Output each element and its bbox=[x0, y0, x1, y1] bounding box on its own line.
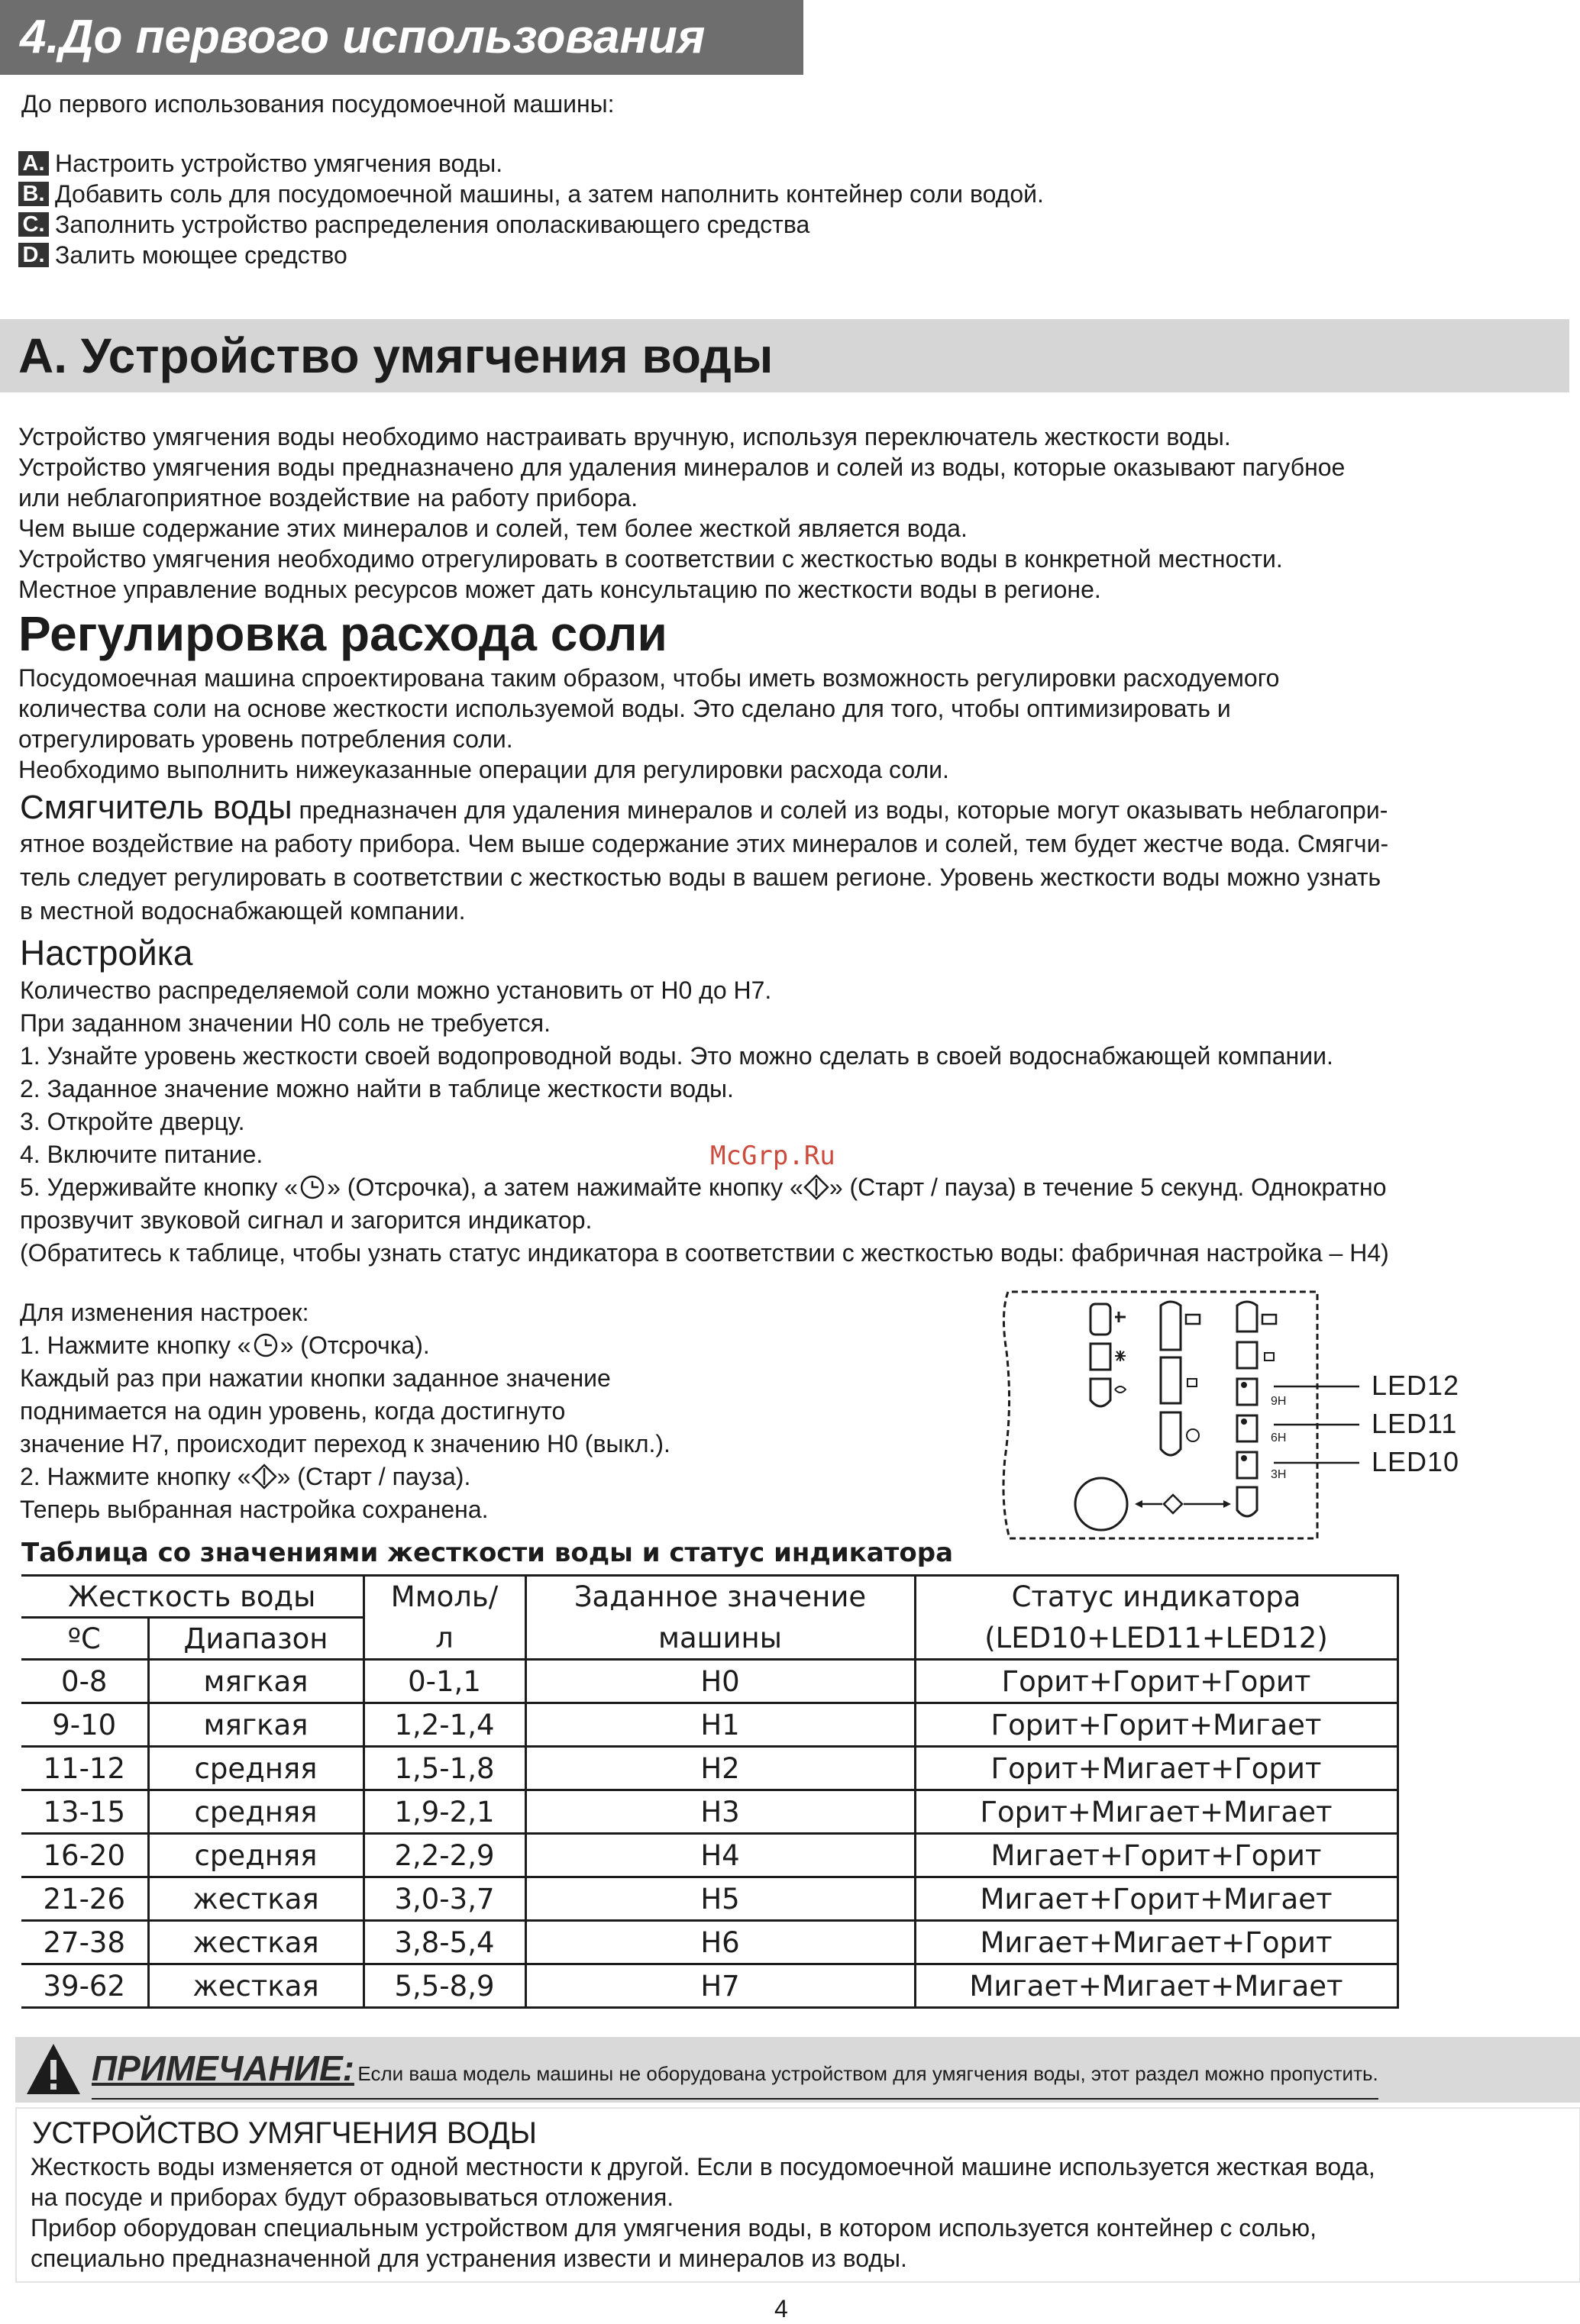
text-line: поднимается на один уровень, когда достигнуто bbox=[20, 1397, 566, 1425]
header-setting: Заданное значение bbox=[525, 1576, 915, 1618]
intro-step bbox=[18, 148, 1044, 179]
cell-mmol: 3,8-5,4 bbox=[363, 1921, 525, 1964]
text-line: Устройство умягчения воды предназначено для удаления минералов и солей из воды, которые оказывают пагубное bbox=[18, 454, 1346, 481]
intro-lead: До первого использования посудомоечной машины: bbox=[21, 90, 615, 118]
table-row bbox=[21, 1921, 1397, 1964]
cell-range: мягкая bbox=[148, 1703, 363, 1747]
text-line: прозвучит звуковой сигнал и загорится индикатор. bbox=[20, 1206, 593, 1234]
led12-label: LED12 bbox=[1372, 1370, 1460, 1401]
text-line: предназначен для удаления минералов и солей из воды, которые могут оказывать неблагопри- bbox=[292, 796, 1388, 824]
bottom-title: УСТРОЙСТВО УМЯГЧЕНИЯ ВОДЫ bbox=[32, 2116, 537, 2150]
cell-deg: 27-38 bbox=[21, 1921, 148, 1964]
cell-deg: 13-15 bbox=[21, 1790, 148, 1834]
text-line: Необходимо выполнить нижеуказанные операции для регулировки расхода соли. bbox=[18, 756, 949, 783]
step-letter: B. bbox=[18, 182, 49, 206]
warning-icon bbox=[24, 2042, 82, 2096]
change-step1 bbox=[20, 1329, 670, 1362]
cell-status: Мигает+Горит+Горит bbox=[915, 1834, 1397, 1877]
step-text: Заполнить устройство распределения ополаскивающего средства bbox=[55, 211, 810, 238]
table-row bbox=[21, 1747, 1397, 1790]
table-row bbox=[21, 1703, 1397, 1747]
cell-mmol: 3,0-3,7 bbox=[363, 1877, 525, 1921]
cell-mmol: 1,9-2,1 bbox=[363, 1790, 525, 1834]
cell-range: средняя bbox=[148, 1747, 363, 1790]
intro-step bbox=[18, 179, 1044, 209]
text-line: 3. Откройте дверцу. bbox=[20, 1108, 245, 1135]
salt-text bbox=[18, 663, 1279, 785]
header-mmol: Ммоль/ bbox=[363, 1576, 525, 1618]
table-header-row bbox=[21, 1576, 1397, 1618]
bottom-box bbox=[15, 2107, 1580, 2283]
bottom-text bbox=[31, 2151, 1375, 2274]
cell-status: Мигает+Горит+Мигает bbox=[915, 1877, 1397, 1921]
cell-setting: H1 bbox=[525, 1703, 915, 1747]
cell-setting: H0 bbox=[525, 1660, 915, 1703]
text-line: 4. Включите питание. bbox=[20, 1141, 263, 1168]
header-mmol-unit: л bbox=[363, 1618, 525, 1660]
setup-title: Настройка bbox=[20, 933, 193, 973]
cell-deg: 21-26 bbox=[21, 1877, 148, 1921]
led11-label: LED11 bbox=[1372, 1408, 1458, 1439]
salt-title: Регулировка расхода соли bbox=[18, 606, 667, 661]
note-content bbox=[92, 2048, 1378, 2100]
text-line: специально предназначенной для устранения извести и минералов из воды. bbox=[31, 2245, 907, 2272]
text-part: » (Отсрочка). bbox=[279, 1331, 430, 1359]
cell-range: мягкая bbox=[148, 1660, 363, 1703]
step-letter: A. bbox=[18, 151, 49, 176]
text-part: 1. Нажмите кнопку « bbox=[20, 1331, 251, 1359]
table-row bbox=[21, 1877, 1397, 1921]
cell-setting: H3 bbox=[525, 1790, 915, 1834]
intro-step bbox=[18, 209, 1044, 240]
table-header-row bbox=[21, 1618, 1397, 1660]
start-pause-icon bbox=[803, 1174, 829, 1200]
softener-lead: Смягчитель воды bbox=[20, 789, 292, 826]
text-part: » (Старт / пауза) в течение 5 секунд. Однократно bbox=[829, 1173, 1387, 1201]
header-hardness: Жесткость воды bbox=[21, 1576, 363, 1618]
text-line: При заданном значении H0 соль не требуется. bbox=[20, 1009, 551, 1037]
text-line: Теперь выбранная настройка сохранена. bbox=[20, 1496, 489, 1523]
text-line: Жесткость воды изменяется от одной местности к другой. Если в посудомоечной машине используется жесткая вода, bbox=[31, 2153, 1375, 2180]
change-step2 bbox=[20, 1461, 670, 1493]
setup-text bbox=[20, 974, 1389, 1270]
start-pause-icon bbox=[251, 1464, 277, 1490]
cell-status: Мигает+Мигает+Горит bbox=[915, 1921, 1397, 1964]
section-a-text bbox=[18, 421, 1345, 605]
cell-status: Горит+Горит+Мигает bbox=[915, 1703, 1397, 1747]
text-line: Чем выше содержание этих минералов и солей, тем более жесткой является вода. bbox=[18, 515, 968, 542]
small-label-9h: 9H bbox=[1271, 1395, 1287, 1408]
watermark: McGrp.Ru bbox=[710, 1141, 835, 1171]
cell-setting: H2 bbox=[525, 1747, 915, 1790]
cell-status: Горит+Мигает+Горит bbox=[915, 1747, 1397, 1790]
cell-setting: H7 bbox=[525, 1964, 915, 2008]
header-deg: ºC bbox=[21, 1618, 148, 1660]
softener-first-line bbox=[20, 791, 1388, 827]
cell-status: Горит+Мигает+Мигает bbox=[915, 1790, 1397, 1834]
change-title: Для изменения настроек: bbox=[20, 1299, 309, 1326]
text-line: Устройство умягчения воды необходимо настраивать вручную, используя переключатель жесткости воды. bbox=[18, 423, 1231, 450]
cell-setting: H4 bbox=[525, 1834, 915, 1877]
cell-range: жесткая bbox=[148, 1921, 363, 1964]
text-part: » (Отсрочка), а затем нажимайте кнопку « bbox=[327, 1173, 803, 1201]
cell-status: Мигает+Мигает+Мигает bbox=[915, 1964, 1397, 2008]
step-text: Настроить устройство умягчения воды. bbox=[55, 150, 503, 177]
cell-deg: 9-10 bbox=[21, 1703, 148, 1747]
header-status-2: (LED10+LED11+LED12) bbox=[915, 1618, 1397, 1660]
cell-range: жесткая bbox=[148, 1877, 363, 1921]
clock-icon bbox=[251, 1332, 280, 1358]
text-line: (Обратитесь к таблице, чтобы узнать статус индикатора в соответствии с жесткостью воды: фабричная настройка – H4) bbox=[20, 1239, 1389, 1267]
cell-mmol: 2,2-2,9 bbox=[363, 1834, 525, 1877]
text-line: на посуде и приборах будут образовываться отложения. bbox=[31, 2184, 674, 2211]
clock-icon bbox=[298, 1174, 327, 1200]
text-line: или неблагоприятное воздействие на работу прибора. bbox=[18, 484, 638, 512]
text-line: Прибор оборудован специальным устройством для умягчения воды, в котором используется контейнер с солью, bbox=[31, 2214, 1317, 2242]
small-label-6h: 6H bbox=[1271, 1432, 1287, 1444]
intro-steps bbox=[18, 148, 1044, 270]
text-line: Количество распределяемой соли можно установить от H0 до H7. bbox=[20, 976, 772, 1004]
note-bar bbox=[15, 2037, 1580, 2103]
cell-setting: H6 bbox=[525, 1921, 915, 1964]
small-label-3h: 3H bbox=[1271, 1468, 1287, 1481]
change-text bbox=[20, 1296, 670, 1526]
cell-mmol: 1,5-1,8 bbox=[363, 1747, 525, 1790]
text-line: ятное воздействие на работу прибора. Чем выше содержание этих минералов и солей, тем будет жестче вода. Смягчи- bbox=[20, 830, 1389, 857]
cell-setting: H5 bbox=[525, 1877, 915, 1921]
note-label: ПРИМЕЧАНИЕ: bbox=[92, 2048, 354, 2088]
table-row bbox=[21, 1660, 1397, 1703]
section-a-title: A. Устройство умягчения воды bbox=[0, 319, 1569, 392]
cell-range: жесткая bbox=[148, 1964, 363, 2008]
text-line: Устройство умягчения необходимо отрегулировать в соответствии с жесткостью воды в конкретной местности. bbox=[18, 545, 1283, 573]
text-line: 1. Узнайте уровень жесткости своей водопроводной воды. Это можно сделать в своей водоснабжающей компании. bbox=[20, 1042, 1333, 1070]
cell-status: Горит+Горит+Горит bbox=[915, 1660, 1397, 1703]
text-part: 2. Нажмите кнопку « bbox=[20, 1463, 251, 1490]
cell-range: средняя bbox=[148, 1790, 363, 1834]
cell-deg: 11-12 bbox=[21, 1747, 148, 1790]
cell-deg: 16-20 bbox=[21, 1834, 148, 1877]
header-range: Диапазон bbox=[148, 1618, 363, 1660]
text-part: » (Старт / пауза). bbox=[276, 1463, 471, 1490]
text-line: тель следует регулировать в соответствии с жесткостью воды в вашем регионе. Уровень жесткости воды можно узнать bbox=[20, 863, 1381, 891]
cell-range: средняя bbox=[148, 1834, 363, 1877]
header-setting-2: машины bbox=[525, 1618, 915, 1660]
table-row bbox=[21, 1790, 1397, 1834]
hardness-table bbox=[21, 1574, 1399, 2009]
text-line: Каждый раз при нажатии кнопки заданное значение bbox=[20, 1364, 611, 1392]
section-header: 4.До первого использования bbox=[0, 0, 803, 75]
cell-mmol: 0-1,1 bbox=[363, 1660, 525, 1703]
step-text: Залить моющее средство bbox=[55, 241, 347, 269]
step5-line bbox=[20, 1171, 1389, 1204]
text-line: Местное управление водных ресурсов может дать консультацию по жесткости воды в регионе. bbox=[18, 576, 1101, 603]
cell-deg: 0-8 bbox=[21, 1660, 148, 1703]
text-line: количества соли на основе жесткости используемой воды. Это сделано для того, чтобы оптимизировать и bbox=[18, 695, 1231, 722]
step-letter: D. bbox=[18, 243, 49, 267]
intro-step bbox=[18, 240, 1044, 270]
table-row bbox=[21, 1834, 1397, 1877]
text-line: отрегулировать уровень потребления соли. bbox=[18, 725, 513, 753]
cell-mmol: 5,5-8,9 bbox=[363, 1964, 525, 2008]
text-line: значение H7, происходит переход к значению H0 (выкл.). bbox=[20, 1430, 670, 1457]
header-status: Статус индикатора bbox=[915, 1576, 1397, 1618]
cell-mmol: 1,2-1,4 bbox=[363, 1703, 525, 1747]
softener-text bbox=[20, 791, 1388, 928]
table-row bbox=[21, 1964, 1397, 2008]
cell-deg: 39-62 bbox=[21, 1964, 148, 2008]
led10-label: LED10 bbox=[1372, 1446, 1460, 1477]
step-letter: C. bbox=[18, 212, 49, 237]
page-number: 4 bbox=[774, 2295, 788, 2322]
text-line: 2. Заданное значение можно найти в таблице жесткости воды. bbox=[20, 1075, 734, 1102]
text-part: 5. Удерживайте кнопку « bbox=[20, 1173, 299, 1201]
note-text: Если ваша модель машины не оборудована устройством для умягчения воды, этот раздел можно пропустить. bbox=[357, 2062, 1378, 2085]
text-line: Посудомоечная машина спроектирована таким образом, чтобы иметь возможность регулировки расходуемого bbox=[18, 664, 1280, 692]
step-text: Добавить соль для посудомоечной машины, а затем наполнить контейнер соли водой. bbox=[55, 180, 1044, 208]
text-line: в местной водоснабжающей компании. bbox=[20, 897, 466, 925]
table-title: Таблица со значениями жесткости воды и статус индикатора bbox=[21, 1538, 954, 1568]
